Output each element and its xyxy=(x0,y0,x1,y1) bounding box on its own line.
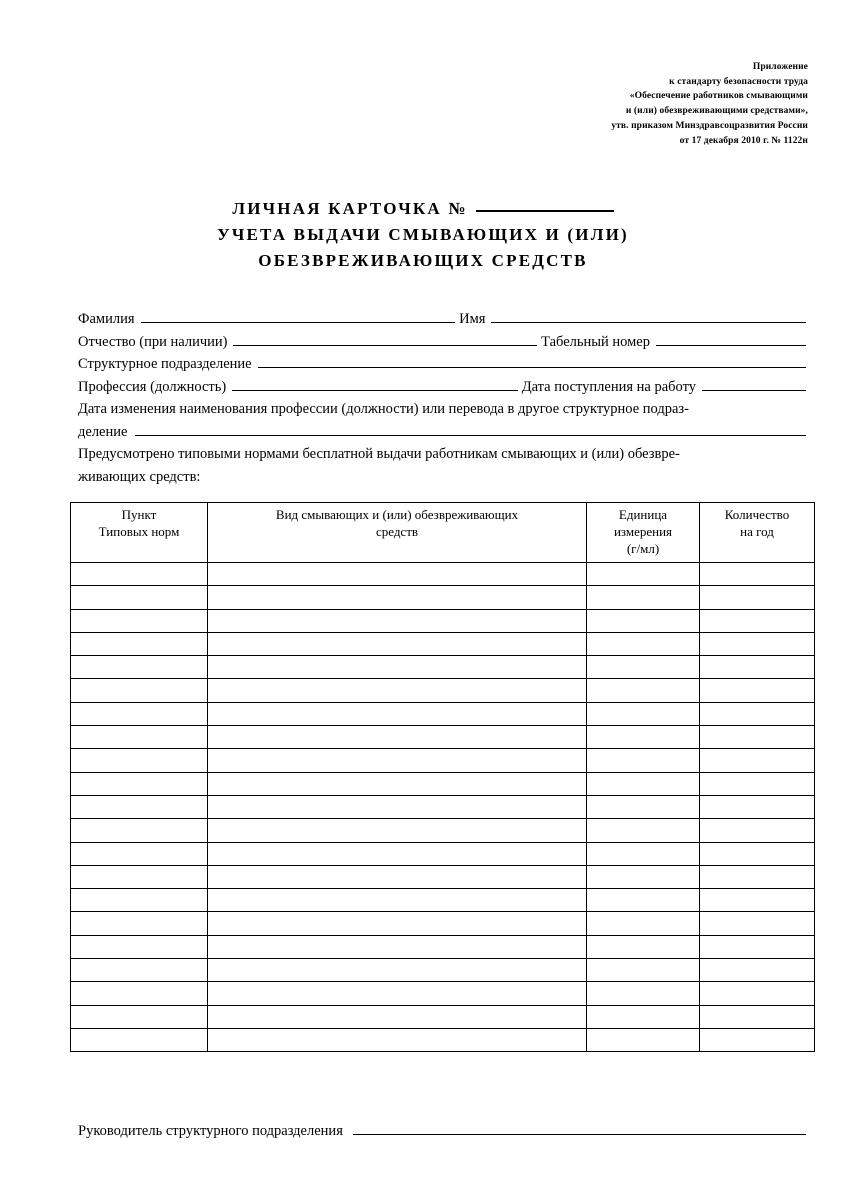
table-cell[interactable] xyxy=(587,1028,700,1051)
profession-change-input[interactable] xyxy=(135,422,806,436)
column-header-unit xyxy=(587,503,700,563)
reference-block xyxy=(508,60,808,148)
table-cell[interactable] xyxy=(587,679,700,702)
table-cell[interactable] xyxy=(700,609,815,632)
table-cell[interactable] xyxy=(71,586,208,609)
table-cell[interactable] xyxy=(71,889,208,912)
table-header xyxy=(71,503,815,563)
table-cell[interactable] xyxy=(700,819,815,842)
table-row[interactable] xyxy=(71,749,815,772)
table-cell[interactable] xyxy=(587,865,700,888)
reference-line-6: от 17 декабря 2010 г. № 1122н xyxy=(679,135,808,146)
table-cell[interactable] xyxy=(587,982,700,1005)
table-cell[interactable] xyxy=(208,632,587,655)
table-cell[interactable] xyxy=(208,702,587,725)
table-cell[interactable] xyxy=(208,586,587,609)
column-header-clause xyxy=(71,503,208,563)
surname-label: Фамилия xyxy=(78,311,135,327)
table-cell[interactable] xyxy=(71,632,208,655)
table-cell[interactable] xyxy=(587,959,700,982)
table-cell[interactable] xyxy=(587,1005,700,1028)
title-line-2: УЧЕТА ВЫДАЧИ СМЫВАЮЩИХ И (ИЛИ) xyxy=(217,225,629,244)
table-cell[interactable] xyxy=(700,795,815,818)
field-row-surname xyxy=(78,308,810,331)
table-cell[interactable] xyxy=(700,702,815,725)
table-cell[interactable] xyxy=(587,819,700,842)
table-row[interactable] xyxy=(71,935,815,958)
table-cell[interactable] xyxy=(700,772,815,795)
field-row-department xyxy=(78,353,810,376)
table-cell[interactable] xyxy=(208,656,587,679)
table-cell[interactable] xyxy=(71,935,208,958)
table-cell[interactable] xyxy=(208,842,587,865)
table-cell[interactable] xyxy=(700,563,815,586)
table-cell[interactable] xyxy=(71,959,208,982)
table-cell[interactable] xyxy=(208,959,587,982)
field-row-patronymic xyxy=(78,331,810,354)
reference-line-3: «Обеспечение работников смывающими xyxy=(629,91,808,102)
table-cell[interactable] xyxy=(208,889,587,912)
title-text-1: ЛИЧНАЯ КАРТОЧКА № xyxy=(232,199,468,218)
table-header-row xyxy=(71,503,815,563)
column-header-unit-line-3: (г/мл) xyxy=(626,541,660,556)
hire-date-input[interactable] xyxy=(702,376,806,391)
table-cell[interactable] xyxy=(700,749,815,772)
table-cell[interactable] xyxy=(700,842,815,865)
table-cell[interactable] xyxy=(587,726,700,749)
table-cell[interactable] xyxy=(587,842,700,865)
norms-paragraph xyxy=(78,443,810,488)
department-input[interactable] xyxy=(258,353,806,368)
table-row[interactable] xyxy=(71,982,815,1005)
signature-label: Руководитель структурного подразделения xyxy=(78,1123,343,1139)
table-cell[interactable] xyxy=(208,772,587,795)
table-cell[interactable] xyxy=(208,1005,587,1028)
card-number-blank[interactable] xyxy=(476,210,614,212)
personnel-number-input[interactable] xyxy=(656,331,806,346)
table-cell[interactable] xyxy=(208,609,587,632)
table-row[interactable] xyxy=(71,1028,815,1051)
norms-line-1: Предусмотрено типовыми нормами бесплатной выдачи работникам смывающих и (или) обезвре- xyxy=(78,446,680,462)
firstname-label: Имя xyxy=(459,311,486,327)
table-cell[interactable] xyxy=(587,912,700,935)
table-row[interactable] xyxy=(71,702,815,725)
page-title xyxy=(0,196,846,274)
table-cell[interactable] xyxy=(700,679,815,702)
column-header-quantity-line-1: Количество xyxy=(724,507,790,522)
patronymic-label: Отчество (при наличии) xyxy=(78,333,228,350)
table-cell[interactable] xyxy=(700,865,815,888)
profession-change-paragraph xyxy=(78,398,810,443)
table-cell[interactable] xyxy=(587,749,700,772)
table-cell[interactable] xyxy=(71,819,208,842)
table-cell[interactable] xyxy=(587,656,700,679)
table-row[interactable] xyxy=(71,842,815,865)
column-header-clause-line-1: Пункт xyxy=(121,507,157,522)
column-header-product-type-line-2: средств xyxy=(375,524,419,539)
reference-line-1: Приложение xyxy=(752,62,808,72)
table-cell[interactable] xyxy=(71,749,208,772)
table-cell[interactable] xyxy=(71,1005,208,1028)
profession-change-line-2 xyxy=(78,421,810,444)
title-line-3: ОБЕЗВРЕЖИВАЮЩИХ СРЕДСТВ xyxy=(258,251,588,270)
table-cell[interactable] xyxy=(587,935,700,958)
table-cell[interactable] xyxy=(71,563,208,586)
table-cell[interactable] xyxy=(700,935,815,958)
table-cell[interactable] xyxy=(700,586,815,609)
column-header-unit-line-2: измерения xyxy=(613,524,673,539)
signature-row xyxy=(78,1120,810,1140)
table-row[interactable] xyxy=(71,1005,815,1028)
table-cell[interactable] xyxy=(208,865,587,888)
table-cell[interactable] xyxy=(587,609,700,632)
table-cell[interactable] xyxy=(700,1005,815,1028)
column-header-quantity-line-2: на год xyxy=(740,524,774,539)
table-cell[interactable] xyxy=(71,842,208,865)
table-row[interactable] xyxy=(71,679,815,702)
table-cell[interactable] xyxy=(208,726,587,749)
table-cell[interactable] xyxy=(71,702,208,725)
table-cell[interactable] xyxy=(208,563,587,586)
form-fields xyxy=(78,308,810,398)
table-cell[interactable] xyxy=(700,1028,815,1051)
table-row[interactable] xyxy=(71,912,815,935)
table-cell[interactable] xyxy=(700,889,815,912)
table-row[interactable] xyxy=(71,563,815,586)
hire-date-label: Дата поступления на работу xyxy=(521,378,696,395)
table-row[interactable] xyxy=(71,865,815,888)
table-cell[interactable] xyxy=(71,609,208,632)
profession-label: Профессия (должность) xyxy=(78,378,227,395)
issuance-table xyxy=(70,502,815,1052)
signature-input[interactable] xyxy=(353,1120,806,1135)
table-cell[interactable] xyxy=(208,795,587,818)
table-cell[interactable] xyxy=(700,959,815,982)
table-cell[interactable] xyxy=(71,865,208,888)
reference-line-2: к стандарту безопасности труда xyxy=(669,76,808,87)
table-cell[interactable] xyxy=(208,982,587,1005)
table-row[interactable] xyxy=(71,586,815,609)
personnel-number-label: Табельный номер xyxy=(541,333,650,350)
table-cell[interactable] xyxy=(71,726,208,749)
table-cell[interactable] xyxy=(208,935,587,958)
table-cell[interactable] xyxy=(71,982,208,1005)
table-row[interactable] xyxy=(71,819,815,842)
table-cell[interactable] xyxy=(71,1028,208,1051)
table-cell[interactable] xyxy=(71,772,208,795)
table-cell[interactable] xyxy=(587,586,700,609)
table-cell[interactable] xyxy=(700,632,815,655)
reference-line-5: утв. приказом Минздравсоцразвития России xyxy=(611,120,808,131)
table-cell[interactable] xyxy=(208,819,587,842)
table-row[interactable] xyxy=(71,959,815,982)
table-row[interactable] xyxy=(71,609,815,632)
column-header-clause-line-2: Типовых норм xyxy=(98,524,180,539)
surname-input[interactable] xyxy=(141,308,456,323)
department-label: Структурное подразделение xyxy=(78,356,252,372)
table-cell[interactable] xyxy=(587,702,700,725)
table-cell[interactable] xyxy=(587,632,700,655)
table-cell[interactable] xyxy=(587,795,700,818)
table-cell[interactable] xyxy=(208,749,587,772)
reference-line-4: и (или) обезвреживающими средствами», xyxy=(625,106,808,117)
table-cell[interactable] xyxy=(71,656,208,679)
profession-change-label-2: деление xyxy=(78,423,128,440)
table-cell[interactable] xyxy=(208,912,587,935)
table-row[interactable] xyxy=(71,632,815,655)
column-header-quantity xyxy=(700,503,815,563)
table-cell[interactable] xyxy=(587,772,700,795)
table-cell[interactable] xyxy=(71,912,208,935)
table-cell[interactable] xyxy=(700,912,815,935)
table-row[interactable] xyxy=(71,889,815,912)
table-row[interactable] xyxy=(71,772,815,795)
field-row-profession xyxy=(78,376,810,399)
table-cell[interactable] xyxy=(208,1028,587,1051)
profession-change-line-1: Дата изменения наименования профессии (должности) или перевода в другое структурное подраз- xyxy=(78,401,689,417)
table-cell[interactable] xyxy=(700,982,815,1005)
table-row[interactable] xyxy=(71,726,815,749)
profession-input[interactable] xyxy=(232,376,517,391)
table-cell[interactable] xyxy=(587,563,700,586)
column-header-unit-line-1: Единица xyxy=(618,507,668,522)
table-cell[interactable] xyxy=(71,795,208,818)
table-cell[interactable] xyxy=(700,726,815,749)
title-line-1 xyxy=(0,196,846,222)
table-row[interactable] xyxy=(71,795,815,818)
column-header-product-type xyxy=(208,503,587,563)
table-body xyxy=(71,563,815,1052)
table-cell[interactable] xyxy=(71,679,208,702)
patronymic-input[interactable] xyxy=(233,331,537,346)
column-header-product-type-line-1: Вид смывающих и (или) обезвреживающих xyxy=(275,507,519,522)
table-cell[interactable] xyxy=(208,679,587,702)
firstname-input[interactable] xyxy=(491,308,806,323)
table-cell[interactable] xyxy=(587,889,700,912)
table-cell[interactable] xyxy=(700,656,815,679)
table-row[interactable] xyxy=(71,656,815,679)
norms-line-2: живающих средств: xyxy=(78,468,201,485)
